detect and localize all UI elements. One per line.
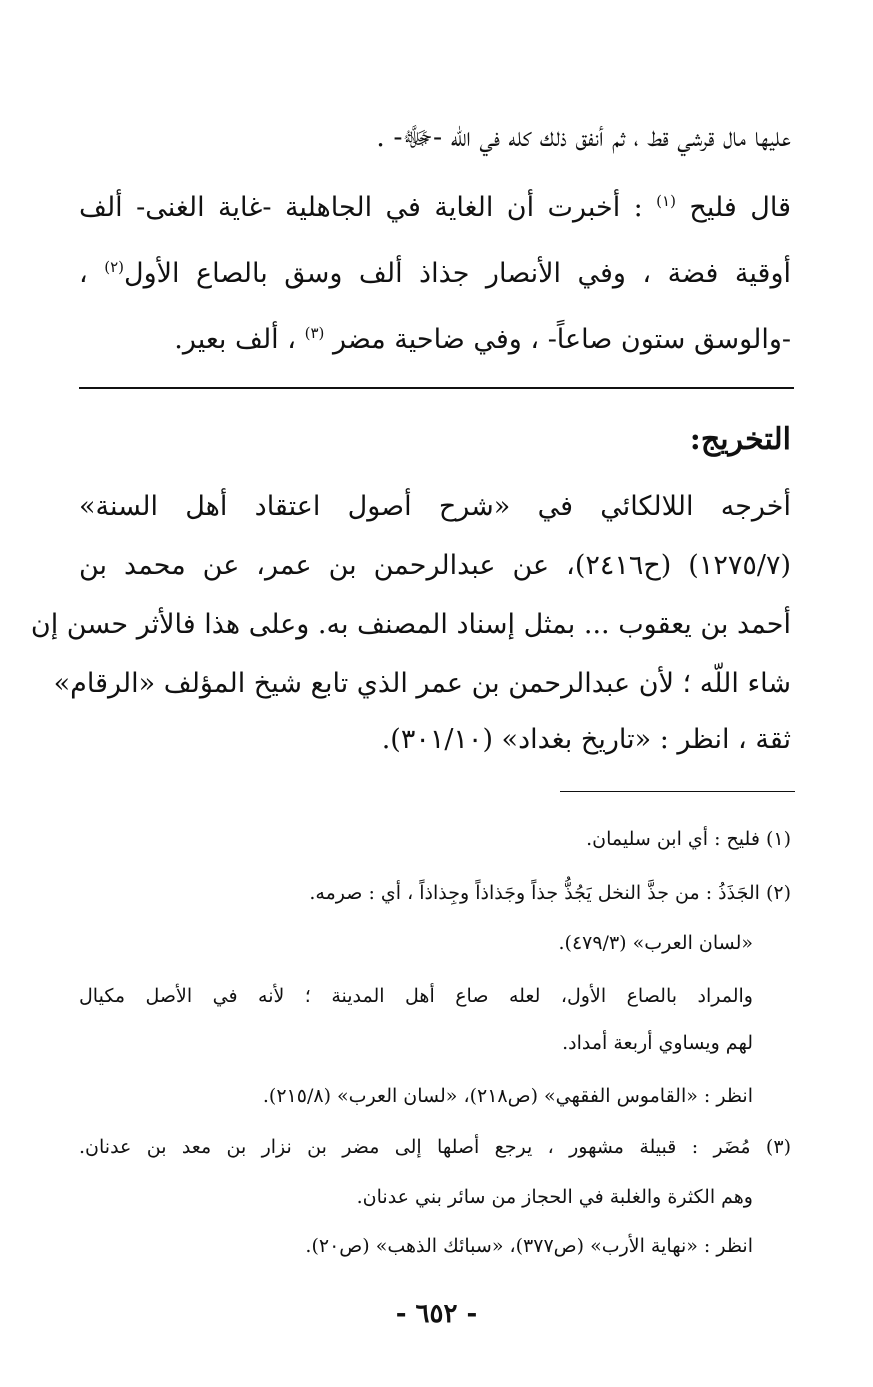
text-line-2: قال فليح $^{(١)}$ : أخبرت أن الغاية في الجاهلية -غاية الغنى- ألف xyxy=(79,192,791,223)
takhrij-line-2: (١٢٧٥/٧) (ح٢٤١٦)، عن عبدالرحمن بن عمر، عن محمد بن xyxy=(79,550,791,581)
text-line-4: -والوسق ستون صاعاً- ، وفي ضاحية مضر $^{(٣)}$ ، ألف بعير. xyxy=(174,324,791,355)
takhrij-line-3: أحمد بن يعقوب ... بمثل إسناد المصنف به. وعلى هذا فالأثر حسن إن xyxy=(30,609,791,640)
footnote-ref-2[interactable]: (٢) xyxy=(104,258,124,276)
footnote-2: (٢) الجَذَذُ : من جذَّ النخل يَجُذُّ جذاً وجَذاذاً وجِذاذاً ، أي : صرمه. xyxy=(309,882,791,904)
footnote-separator xyxy=(560,791,795,792)
footnote-1: (١) فليح : أي ابن سليمان. xyxy=(586,828,791,850)
footnote-2-refs: انظر : «القاموس الفقهي» (ص٢١٨)، «لسان العرب» (٢١٥/٨). xyxy=(262,1085,753,1107)
page-number: - ٦٥٢ - xyxy=(395,1299,478,1329)
footnote-2-note-cont: لهم ويساوي أربعة أمداد. xyxy=(562,1032,753,1054)
footnote-2-source: «لسان العرب» (٤٧٩/٣). xyxy=(558,932,753,954)
text-line-3: أوقية فضة ، وفي الأنصار جذاذ ألف وسق بالصاع الأول$^{(٢)}$ ، xyxy=(79,258,791,289)
section-divider xyxy=(79,387,794,389)
text-line-1: عليها مال قرشي قط ، ثم أنفق ذلك كله في اللّه -ﷻ- . xyxy=(376,122,791,153)
footnote-3-refs: انظر : «نهاية الأرب» (ص٣٧٧)، «سبائك الذهب» (ص٢٠). xyxy=(305,1235,753,1257)
footnote-ref-1[interactable]: (١) xyxy=(656,192,676,210)
takhrij-heading: التخريج: xyxy=(689,422,791,457)
footnote-3-cont: وهم الكثرة والغلبة في الحجاز من سائر بني عدنان. xyxy=(356,1186,753,1208)
footnote-ref-3[interactable]: (٣) xyxy=(304,324,325,342)
takhrij-line-4: شاء اللّه ؛ لأن عبدالرحمن بن عمر الذي تابع شيخ المؤلف «الرقام» xyxy=(53,668,791,699)
takhrij-line-5: ثقة ، انظر : «تاريخ بغداد» (٣٠١/١٠). xyxy=(381,724,791,755)
footnote-3: (٣) مُضَر : قبيلة مشهور ، يرجع أصلها إلى مضر بن نزار بن معد بن عدنان. xyxy=(79,1136,791,1158)
footnote-2-note: والمراد بالصاع الأول، لعله صاع أهل المدينة ؛ لأنه في الأصل مكيال xyxy=(79,985,753,1007)
takhrij-line-1: أخرجه اللالكائي في «شرح أصول اعتقاد أهل السنة» xyxy=(79,491,791,522)
